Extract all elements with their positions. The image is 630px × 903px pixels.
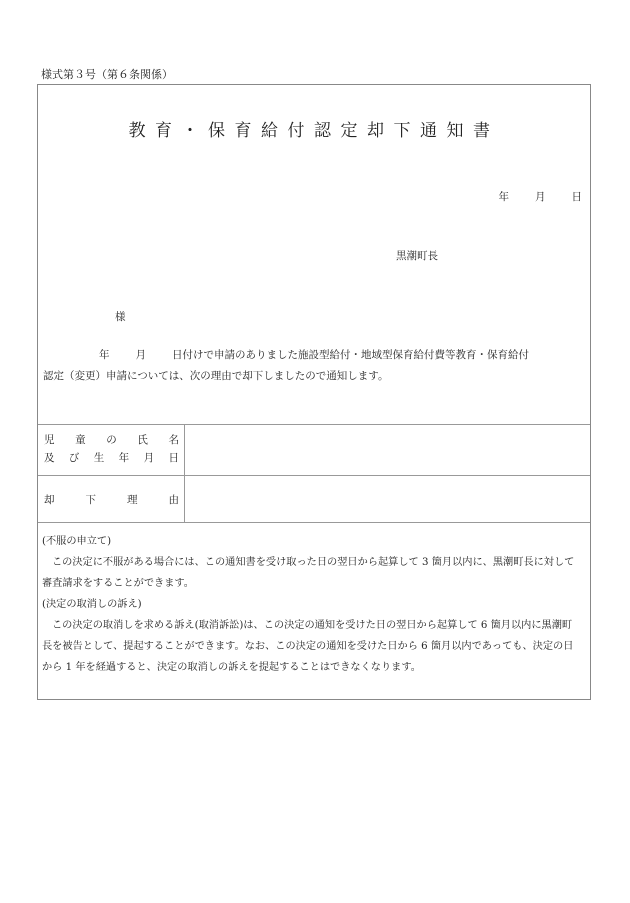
body-text — [43, 345, 580, 387]
form-number: 様式第３号（第６条関係） — [41, 68, 173, 81]
table-row-child — [38, 425, 590, 476]
label-char: 日 — [168, 452, 179, 464]
label-char: 氏 — [137, 434, 148, 446]
label-char: び — [68, 452, 80, 464]
table-row-reason — [38, 476, 590, 523]
date-year: 年 — [498, 191, 509, 203]
rejection-reason-value[interactable] — [185, 476, 590, 522]
body-line2: 認定（変更）申請については、次の理由で却下しましたので通知します。 — [43, 370, 389, 382]
body-line1: 日付けで申請のありました施設型給付・地域型保育給付費等教育・保育給付 — [172, 349, 529, 361]
recipient-suffix: 様 — [115, 311, 126, 323]
rejection-reason-label — [38, 476, 185, 522]
label-char: 名 — [168, 434, 179, 446]
notice-heading-lawsuit: (決定の取消しの訴え) — [42, 599, 142, 610]
document-title: 教育・保育給付認定却下通知書 — [128, 121, 500, 141]
label-char: 由 — [168, 494, 179, 506]
issue-date — [499, 189, 583, 204]
label-char: 児 — [44, 434, 55, 446]
document-frame — [37, 84, 591, 700]
label-char: 月 — [143, 452, 155, 464]
label-char: 生 — [93, 452, 105, 464]
label-char: 理 — [127, 494, 138, 506]
info-table — [38, 424, 590, 523]
label-char: 却 — [44, 494, 55, 506]
date-month: 月 — [535, 191, 546, 203]
notice-para-lawsuit: この決定の取消しを求める訴え(取消訴訟)は、この決定の通知を受けた日の翌日から起算して 6 箇月以内に黒潮町長を被告として、提起することができます。なお、この決定の通知を受けた日から 6 箇月以内であっても、決定の日から 1 年を経過すると、決定の取消しの訴えを提起することはできなくなります。 — [42, 620, 574, 673]
notice-heading-objection: (不服の申立て) — [42, 536, 112, 547]
child-name-birth-label — [38, 425, 185, 475]
notice-para-objection: この決定に不服がある場合には、この通知書を受け取った日の翌日から起算して 3 箇月以内に、黒潮町長に対して審査請求をすることができます。 — [42, 557, 575, 589]
body-date-year: 年 — [99, 349, 110, 361]
label-char: 及 — [44, 452, 55, 464]
label-char: の — [106, 434, 117, 446]
label-char: 年 — [118, 452, 130, 464]
label-char: 童 — [75, 434, 86, 446]
issuer: 黒潮町長 — [396, 250, 438, 262]
date-day: 日 — [571, 191, 582, 203]
child-name-birth-value[interactable] — [185, 425, 590, 475]
appeal-notice — [42, 531, 582, 678]
body-date-month: 月 — [135, 349, 146, 361]
label-char: 下 — [85, 494, 96, 506]
